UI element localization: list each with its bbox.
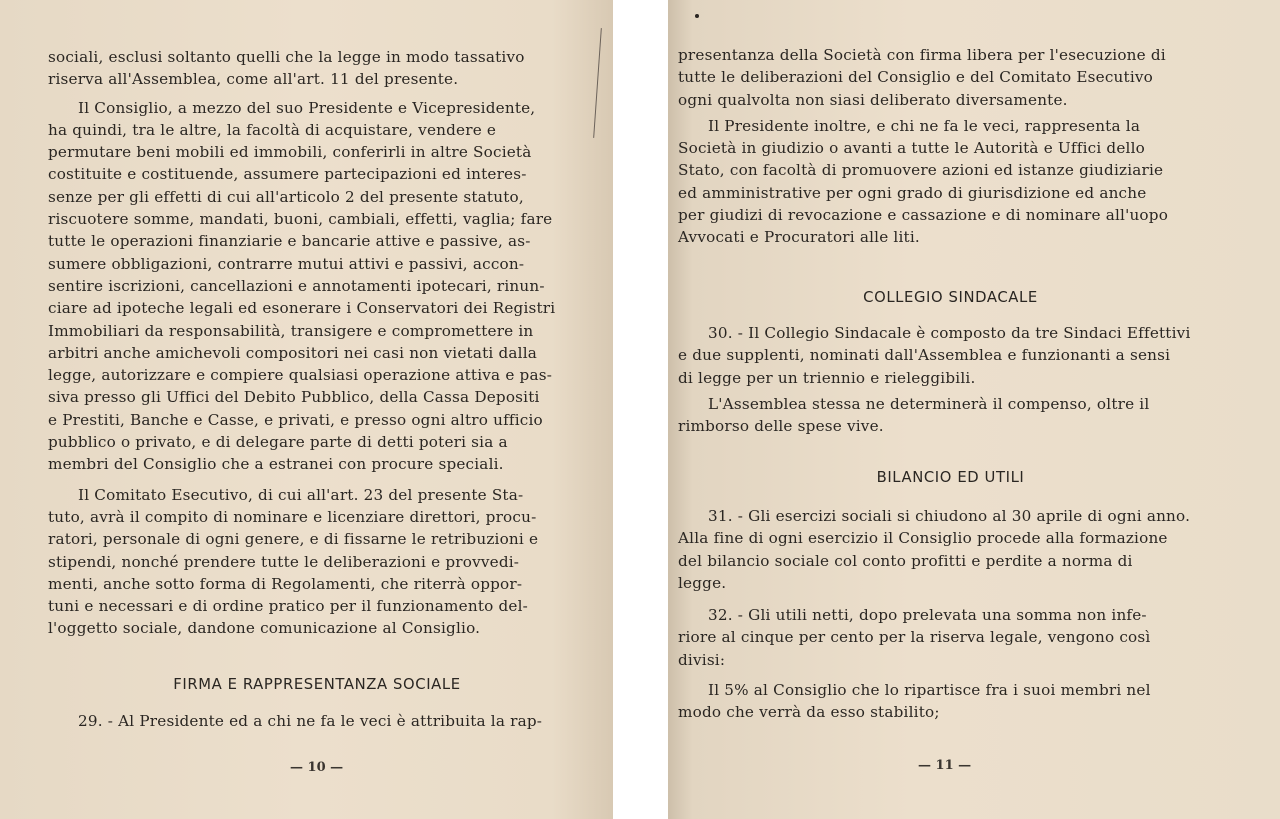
page-gutter <box>613 0 668 819</box>
paragraph-continuation: sociali, esclusi soltanto quelli che la legge in modo tassativo riserva all'Assemblea, come all'art. 11 del presente. <box>48 48 525 89</box>
page-number-right: — 11 — <box>918 758 972 773</box>
paragraph-presidente: Il Presidente inoltre, e chi ne fa le veci, rappresenta la Società in giudizio o avanti a tutte le Autorità e Uffici dello Stato, con facoltà di promuovere azioni ed istanze giudiziarie ed amministrative per ogni grado di giurisdizione ed anche per giudizi di revocazione e cassazione e di nominare all'uopo Avvocati e Procuratori alle liti. <box>678 116 1169 247</box>
article-31-text: 31. - Gli esercizi sociali si chiudono al 30 aprile di ogni anno. Alla fine di ogni esercizio il Consiglio procede alla formazione del bilancio sociale col conto profitti e perdite a norma di legge. <box>678 507 1191 592</box>
ink-dot-mark <box>695 14 699 18</box>
article-30-text: 30. - Il Collegio Sindacale è composto da tre Sindaci Effettivi e due supplenti, nominati dall'Assemblea e funzionanti a sensi di legge per un triennio e rieleggibili. <box>678 324 1191 387</box>
left-page-text <box>48 46 586 640</box>
right-page-text-top <box>678 44 1223 249</box>
bilancio-text <box>678 505 1223 724</box>
margin-pencil-mark <box>593 28 602 138</box>
paragraph-consiglio-powers: Il Consiglio, a mezzo del suo Presidente e Vicepresidente, ha quindi, tra le altre, la facoltà di acquistare, vendere e permutare beni mobili ed immobili, conferirli in altre Società costituite e costituende, assumere partecipazioni ed interes- senze per gli effetti di cui all'articolo 2 del presente statuto, riscuotere somme, mandati, buoni, cambiali, effetti, vaglia; fare tutte le operazioni finanziarie e bancarie attive e passive, as- sumere obbligazioni, contrarre mutui attivi e passivi, accon- sentire iscrizioni, cancellazioni e annotamenti ipotecari, rinun- ciare ad ipoteche legali ed esonerare i Conservatori dei Registri Immobiliari da responsabilità, transigere e compromettere in arbitri anche amichevoli compositori nei casi non vietati dalla legge, autorizzare e compiere qualsiasi operazione attiva e pas- siva presso gli Uffici del Debito Pubblico, della Cassa Depositi e Prestiti, Banche e Casse, e privati, e presso ogni altro ufficio pubblico o privato, e di delegare parte di detti poteri sia a membri del Consiglio che a estranei con procure speciali. <box>48 98 556 474</box>
right-page <box>668 0 1280 819</box>
section-heading-bilancio: BILANCIO ED UTILI <box>876 469 1025 486</box>
left-page <box>0 0 613 819</box>
page-number-left: — 10 — <box>290 760 344 775</box>
section-heading-firma: FIRMA E RAPPRESENTANZA SOCIALE <box>173 676 461 693</box>
paragraph-consiglio-share: Il 5% al Consiglio che lo ripartisce fra i suoi membri nel modo che verrà da esso stabilito; <box>678 681 1151 722</box>
paragraph-rappresentanza-continuation: presentanza della Società con firma libera per l'esecuzione di tutte le deliberazioni del Consiglio e del Comitato Esecutivo ogni qualvolta non siasi deliberato diversamente. <box>678 46 1166 109</box>
article-29-start <box>48 710 586 732</box>
article-32-text: 32. - Gli utili netti, dopo prelevata una somma non infe- riore al cinque per cento per la riserva legale, vengono così divisi: <box>678 606 1151 669</box>
article-29-text: 29. - Al Presidente ed a chi ne fa le veci è attribuita la rap- <box>78 712 543 730</box>
collegio-sindacale-text <box>678 322 1223 437</box>
paragraph-comitato-esecutivo: Il Comitato Esecutivo, di cui all'art. 23 del presente Sta- tuto, avrà il compito di nominare e licenziare direttori, procu- ratori, personale di ogni genere, e di fissarne le retribuzioni e stipendi, nonché prendere tutte le deliberazioni e provvedi- menti, anche sotto forma di Regolamenti, che riterrà oppor- tuni e necessari e di ordine pratico per il funzionamento del- l'oggetto sociale, dandone comunicazione al Consiglio. <box>48 485 539 638</box>
paragraph-compenso: L'Assemblea stessa ne determinerà il compenso, oltre il rimborso delle spese vive. <box>678 394 1150 436</box>
section-heading-collegio-sindacale: COLLEGIO SINDACALE <box>863 289 1038 306</box>
